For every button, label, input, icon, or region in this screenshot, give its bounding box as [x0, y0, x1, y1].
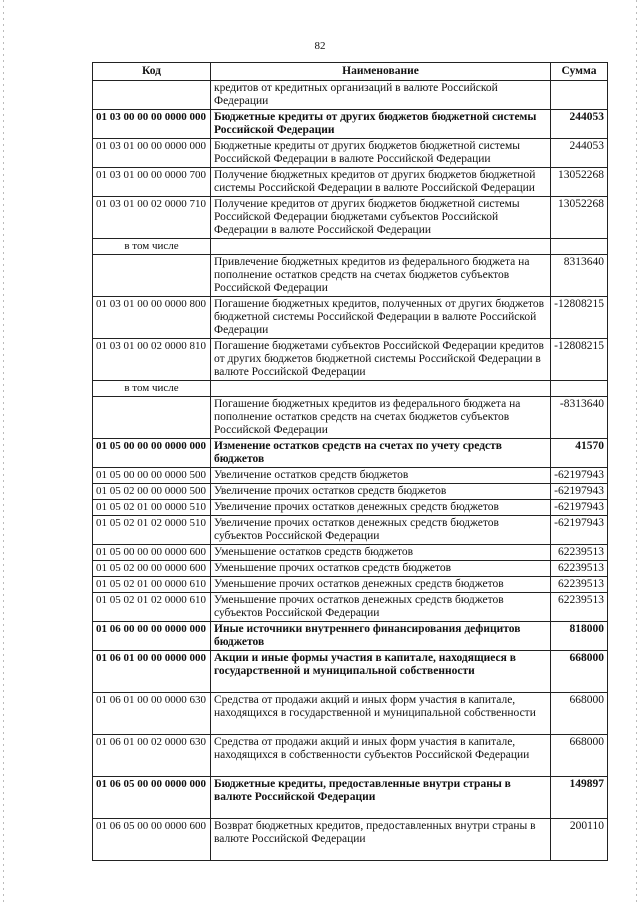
row-sum: 668000 [551, 693, 608, 735]
table-row [93, 468, 608, 484]
row-sum: -12808215 [551, 297, 608, 339]
row-name: кредитов от кредитных организаций в валюте Российской Федерации [211, 81, 551, 110]
row-code: 01 06 01 00 00 0000 630 [93, 693, 211, 735]
row-name: Средства от продажи акций и иных форм участия в капитале, находящихся в государственной и муниципальной собственности [211, 693, 551, 735]
table-row [93, 593, 608, 622]
table-row [93, 622, 608, 651]
row-code: 01 05 00 00 00 0000 000 [93, 439, 211, 468]
row-name: Уменьшение прочих остатков средств бюджетов [211, 561, 551, 577]
row-name: Погашение бюджетных кредитов, полученных от других бюджетов бюджетной системы Российской Федерации в валюте Российской Федерации [211, 297, 551, 339]
header-sum: Сумма [551, 63, 608, 81]
row-code: 01 05 02 01 00 0000 510 [93, 500, 211, 516]
row-name: Иные источники внутреннего финансирования дефицитов бюджетов [211, 622, 551, 651]
table-row [93, 397, 608, 439]
row-code: 01 03 01 00 00 0000 000 [93, 139, 211, 168]
row-name: Изменение остатков средств на счетах по учету средств бюджетов [211, 439, 551, 468]
table-body [93, 81, 608, 861]
row-sum: 818000 [551, 622, 608, 651]
table-row [93, 381, 608, 397]
row-code: 01 05 02 01 02 0000 610 [93, 593, 211, 622]
row-name: Уменьшение прочих остатков денежных средств бюджетов [211, 577, 551, 593]
budget-sources-table [92, 62, 608, 861]
row-sum: 13052268 [551, 168, 608, 197]
row-sum: 8313640 [551, 255, 608, 297]
row-note: в том числе [93, 239, 211, 255]
row-name [211, 381, 551, 397]
table-row [93, 693, 608, 735]
row-code: 01 06 01 00 00 0000 000 [93, 651, 211, 693]
scan-edge-right [636, 0, 637, 905]
table-row [93, 819, 608, 861]
row-name: Привлечение бюджетных кредитов из федерального бюджета на пополнение остатков средств на счетах бюджетов субъектов Российской Федерации [211, 255, 551, 297]
row-sum: 62239513 [551, 545, 608, 561]
row-sum: -62197943 [551, 500, 608, 516]
table-row [93, 500, 608, 516]
row-code: 01 06 05 00 00 0000 600 [93, 819, 211, 861]
row-code: 01 06 05 00 00 0000 000 [93, 777, 211, 819]
row-code: 01 03 00 00 00 0000 000 [93, 110, 211, 139]
header-code: Код [93, 63, 211, 81]
table-row [93, 577, 608, 593]
row-name [211, 239, 551, 255]
row-code [93, 397, 211, 439]
header-row [93, 63, 608, 81]
row-code: 01 05 02 01 00 0000 610 [93, 577, 211, 593]
row-code [93, 81, 211, 110]
row-name: Увеличение прочих остатков денежных средств бюджетов [211, 500, 551, 516]
row-name: Погашение бюджетами субъектов Российской Федерации кредитов от других бюджетов бюджетной системы Российской Федерации в валюте Российской Федерации [211, 339, 551, 381]
row-code: 01 06 01 00 02 0000 630 [93, 735, 211, 777]
row-code: 01 05 02 00 00 0000 600 [93, 561, 211, 577]
table-row [93, 197, 608, 239]
row-sum [551, 81, 608, 110]
page-number: 82 [314, 40, 326, 52]
row-sum: -62197943 [551, 468, 608, 484]
row-sum: 13052268 [551, 197, 608, 239]
row-name: Бюджетные кредиты от других бюджетов бюджетной системы Российской Федерации в валюте Российской Федерации [211, 139, 551, 168]
row-sum: 62239513 [551, 593, 608, 622]
row-sum [551, 239, 608, 255]
row-sum [551, 381, 608, 397]
row-name: Уменьшение прочих остатков денежных средств бюджетов субъектов Российской Федерации [211, 593, 551, 622]
table-row [93, 255, 608, 297]
row-sum: 41570 [551, 439, 608, 468]
row-name: Увеличение остатков средств бюджетов [211, 468, 551, 484]
table-row [93, 439, 608, 468]
table-row [93, 297, 608, 339]
table-row [93, 139, 608, 168]
row-code: 01 03 01 00 00 0000 800 [93, 297, 211, 339]
table-row [93, 484, 608, 500]
row-sum: -12808215 [551, 339, 608, 381]
row-code: 01 05 02 01 02 0000 510 [93, 516, 211, 545]
table-row [93, 110, 608, 139]
table-row [93, 168, 608, 197]
table-row [93, 339, 608, 381]
row-name: Возврат бюджетных кредитов, предоставленных внутри страны в валюте Российской Федерации [211, 819, 551, 861]
header-name: Наименование [211, 63, 551, 81]
row-sum: -62197943 [551, 516, 608, 545]
row-name: Погашение бюджетных кредитов из федерального бюджета на пополнение остатков средств на счетах бюджетов субъектов Российской Федерации [211, 397, 551, 439]
row-code [93, 255, 211, 297]
table-row [93, 561, 608, 577]
row-code: 01 03 01 00 02 0000 810 [93, 339, 211, 381]
row-sum: -8313640 [551, 397, 608, 439]
table-header [93, 63, 608, 81]
table-row [93, 735, 608, 777]
row-sum: 244053 [551, 110, 608, 139]
row-sum: 668000 [551, 735, 608, 777]
row-code: 01 06 00 00 00 0000 000 [93, 622, 211, 651]
row-name: Увеличение прочих остатков средств бюджетов [211, 484, 551, 500]
row-sum: 62239513 [551, 561, 608, 577]
row-name: Увеличение прочих остатков денежных средств бюджетов субъектов Российской Федерации [211, 516, 551, 545]
row-code: 01 03 01 00 02 0000 710 [93, 197, 211, 239]
row-name: Получение бюджетных кредитов от других бюджетов бюджетной системы Российской Федерации в валюте Российской Федерации [211, 168, 551, 197]
scan-edge-left [3, 0, 4, 905]
table-row [93, 651, 608, 693]
row-name: Уменьшение остатков средств бюджетов [211, 545, 551, 561]
row-code: 01 05 00 00 00 0000 600 [93, 545, 211, 561]
table-row [93, 516, 608, 545]
table-row [93, 239, 608, 255]
row-sum: 62239513 [551, 577, 608, 593]
row-sum: 200110 [551, 819, 608, 861]
row-code: 01 05 02 00 00 0000 500 [93, 484, 211, 500]
row-sum: 149897 [551, 777, 608, 819]
table-row [93, 777, 608, 819]
table-row [93, 81, 608, 110]
table-row [93, 545, 608, 561]
row-name: Акции и иные формы участия в капитале, находящиеся в государственной и муниципальной собственности [211, 651, 551, 693]
row-sum: 668000 [551, 651, 608, 693]
row-code: 01 03 01 00 00 0000 700 [93, 168, 211, 197]
row-name: Средства от продажи акций и иных форм участия в капитале, находящихся в собственности субъектов Российской Федерации [211, 735, 551, 777]
row-sum: 244053 [551, 139, 608, 168]
row-code: 01 05 00 00 00 0000 500 [93, 468, 211, 484]
row-sum: -62197943 [551, 484, 608, 500]
row-note: в том числе [93, 381, 211, 397]
row-name: Получение кредитов от других бюджетов бюджетной системы Российской Федерации бюджетами субъектов Российской Федерации в валюте Российской Федерации [211, 197, 551, 239]
row-name: Бюджетные кредиты от других бюджетов бюджетной системы Российской Федерации [211, 110, 551, 139]
row-name: Бюджетные кредиты, предоставленные внутри страны в валюте Российской Федерации [211, 777, 551, 819]
